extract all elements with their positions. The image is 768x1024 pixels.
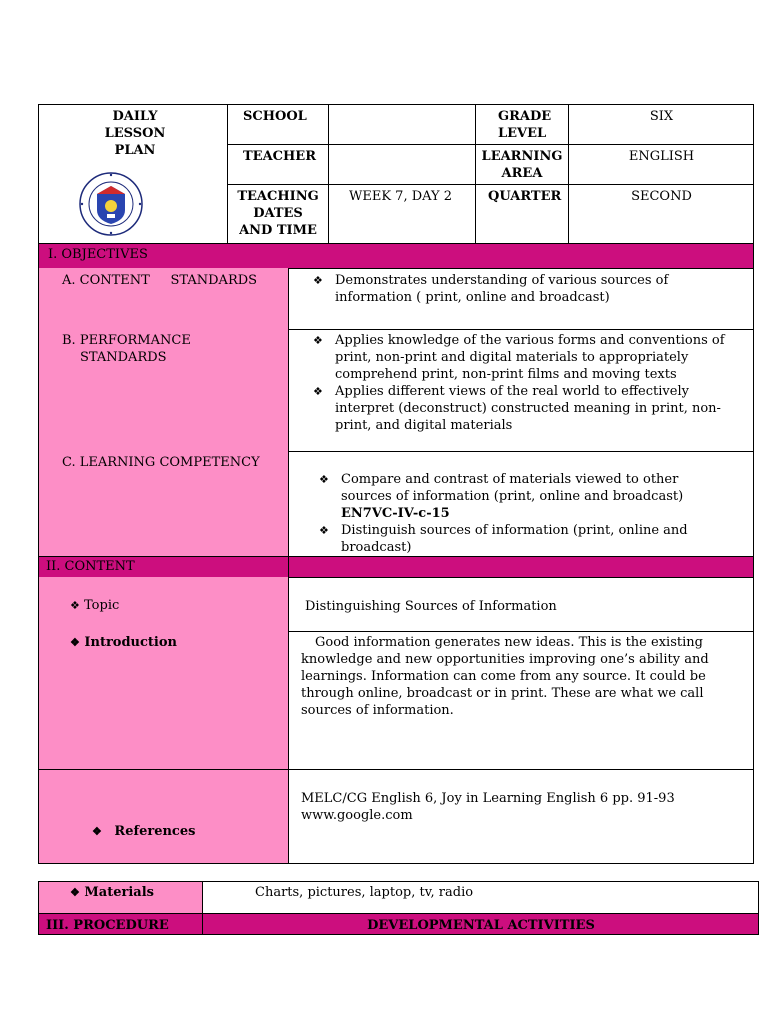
bullet-icon: ❖ <box>70 599 80 612</box>
list-item: www.google.com <box>301 808 413 823</box>
developmental-activities-heading: DEVELOPMENTAL ACTIVITIES <box>367 918 595 933</box>
procedure-heading: III. PROCEDURE <box>46 918 169 933</box>
quarter-label: QUARTER <box>488 189 562 204</box>
introduction-text: Good information generates new ideas. This is the existing knowledge and new opportunities improving one’s ability and learnings. Information can come from any source. It could be through online, broadcast or in print. These are what we call sources of information. <box>301 635 709 718</box>
performance-standards-list <box>313 332 728 434</box>
teacher-label: TEACHER <box>243 149 317 164</box>
content-label-column <box>38 577 289 864</box>
performance-standards-label: B. PERFORMANCE STANDARDS <box>62 333 191 365</box>
content-standards-label: A. CONTENT STANDARDS <box>62 273 258 288</box>
grade-level-value: SIX <box>649 109 674 124</box>
topic-label: Topic <box>84 598 120 613</box>
learning-area-value: ENGLISH <box>628 149 695 164</box>
topic-label-row <box>70 597 119 614</box>
objectives-label-column <box>38 268 289 556</box>
content-heading-bar <box>38 556 754 578</box>
competency-code: EN7VC-IV-c-15 <box>341 506 450 521</box>
teaching-dates-value: WEEK 7, DAY 2 <box>349 189 452 204</box>
list-item: ❖ Demonstrates understanding of various sources of information ( print, online and broadcast) <box>313 273 669 305</box>
references-label: References <box>114 824 196 839</box>
bullet-icon: ❖ <box>70 636 80 649</box>
content-standards-list <box>313 272 713 306</box>
school-label: SCHOOL <box>243 109 307 124</box>
bullet-icon: ❖ <box>70 886 80 899</box>
list-item: ❖ Compare and contrast of materials viewed to other sources of information (print, online and broadcast) <box>319 472 684 504</box>
materials-label-row <box>70 884 154 901</box>
learning-competency-label: C. LEARNING COMPETENCY <box>62 455 260 470</box>
bullet-icon: ❖ <box>92 825 102 838</box>
learning-area-label: LEARNING AREA <box>481 149 563 181</box>
references-label-row <box>92 823 195 840</box>
lesson-plan-title: DAILY LESSON PLAN <box>104 109 166 158</box>
quarter-value: SECOND <box>631 189 692 204</box>
learning-competency-list <box>319 471 719 556</box>
list-item: MELC/CG English 6, Joy in Learning English 6 pp. 91-93 <box>301 791 675 806</box>
materials-value: Charts, pictures, laptop, tv, radio <box>255 885 474 900</box>
content-heading: II. CONTENT <box>46 559 135 574</box>
grade-level-label: GRADE LEVEL <box>498 109 552 141</box>
topic-value: Distinguishing Sources of Information <box>305 599 557 614</box>
objectives-heading: I. OBJECTIVES <box>48 247 148 262</box>
introduction-label-row <box>70 634 177 651</box>
deped-seal-logo <box>79 172 143 236</box>
materials-label: Materials <box>84 885 154 900</box>
introduction-label: Introduction <box>84 635 177 650</box>
list-item: ❖ Applies knowledge of the various forms and conventions of print, non-print and digital materials to appropriately comprehend print, non-print films and moving texts <box>313 333 725 382</box>
references-list <box>301 790 675 824</box>
teaching-dates-label: TEACHING DATES AND TIME <box>237 189 319 238</box>
list-item: ❖ Distinguish sources of information (print, online and broadcast) <box>319 523 688 555</box>
list-item: ❖ Applies different views of the real world to effectively interpret (deconstruct) constructed meaning in print, non-print, and digital materials <box>313 384 721 433</box>
